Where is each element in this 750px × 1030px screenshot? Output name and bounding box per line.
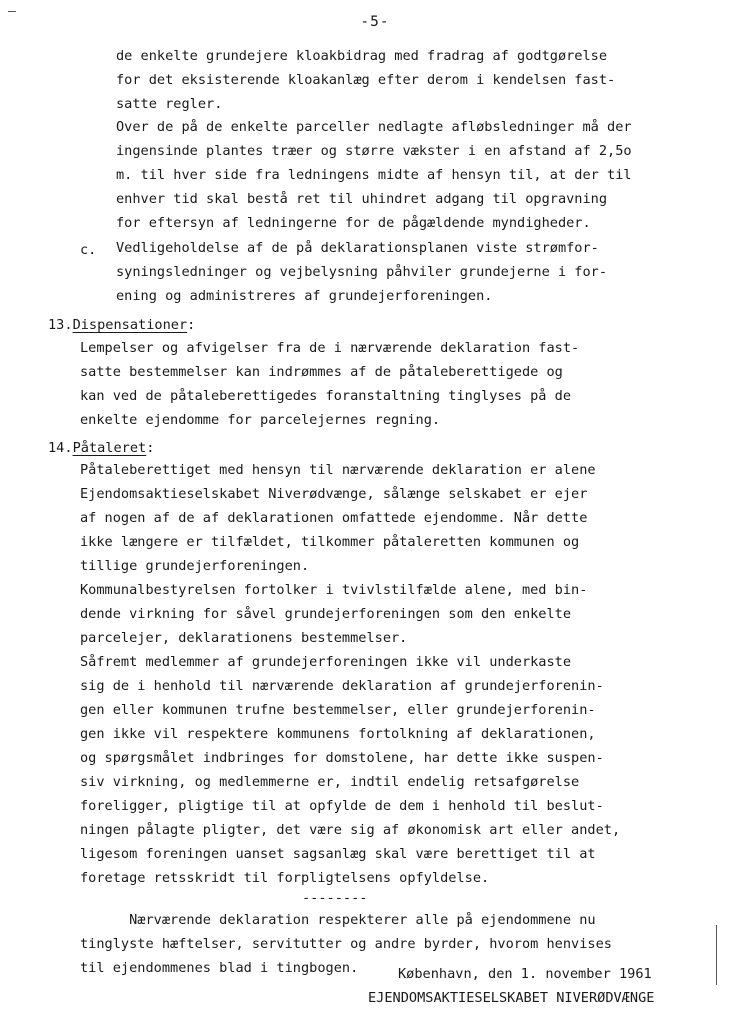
heading-colon: :: [146, 440, 155, 456]
text-line: Over de på de enkelte parceller nedlagte afløbsledninger må der: [116, 119, 632, 135]
section-number: 13.: [48, 317, 73, 333]
text-line: siv virkning, og medlemmerne er, indtil endelig retsafgørelse: [80, 774, 580, 790]
section-title: Påtaleret: [72, 440, 147, 456]
text-line: Ejendomsaktieselskabet Niverødvænge, sålænge selskabet er ejer: [80, 486, 588, 502]
text-line: tinglyste hæftelser, servitutter og andre byrder, hvorom henvises: [80, 936, 612, 952]
text-line: ligesom foreningen uanset sagsanlæg skal være berettiget til at: [80, 846, 596, 862]
text-line: af nogen af de af deklarationen omfattede ejendomme. Når dette: [80, 510, 588, 526]
text-line: parcelejer, deklarationens bestemmelser.: [80, 630, 408, 646]
heading-colon: :: [187, 317, 196, 333]
text-line: sig de i henhold til nærværende deklaration af grundejerforenin-: [80, 678, 604, 694]
text-line: dende virkning for såvel grundejerforeningen som den enkelte: [80, 606, 572, 622]
section-14-heading: [48, 440, 154, 456]
text-line: og spørgsmålet indbringes for domstolene, har dette ikke suspen-: [80, 750, 604, 766]
section-separator: --------: [302, 890, 368, 906]
text-line: for eftersyn af ledningerne for de pågældende myndigheder.: [116, 215, 591, 231]
text-line: enhver tid skal bestå ret til uhindret adgang til opgravning: [116, 191, 608, 207]
text-line: satte bestemmelser kan indrømmes af de påtaleberettigede og: [80, 364, 563, 380]
text-line: tillige grundejerforeningen.: [80, 558, 310, 574]
text-line: enkelte ejendomme for parcelejernes regning.: [80, 412, 441, 428]
text-line: Vedligeholdelse af de på deklarationsplanen viste strømfor-: [116, 240, 599, 256]
corner-mark: —: [8, 4, 16, 19]
section-c-marker: c.: [80, 242, 97, 258]
section-number: 14.: [48, 440, 73, 456]
text-line: foreligger, pligtige til at opfylde de dem i henhold til beslut-: [80, 798, 604, 814]
text-line: Påtaleberettiget med hensyn til nærværende deklaration er alene: [80, 462, 596, 478]
text-line: Kommunalbestyrelsen fortolker i tvivlstilfælde alene, med bin-: [80, 582, 588, 598]
text-line: ening og administreres af grundejerforeningen.: [116, 288, 493, 304]
page-number: -5-: [360, 14, 390, 30]
text-line: syningsledninger og vejbelysning påhviler grundejerne i for-: [116, 264, 608, 280]
section-title: Dispensationer: [72, 317, 188, 333]
margin-line: [716, 925, 717, 985]
text-line: ingensinde plantes træer og større vækster i en afstand af 2,5o: [116, 143, 632, 159]
text-line: de enkelte grundejere kloakbidrag med fradrag af godtgørelse: [116, 48, 608, 64]
signature-city-date: København, den 1. november 1961: [398, 966, 652, 982]
text-line: foretage retsskridt til forpligtelsens opfyldelse.: [80, 870, 490, 886]
text-line: gen eller kommunen trufne bestemmelser, eller grundejerforenin-: [80, 702, 596, 718]
text-line: ningen pålagte pligter, det være sig af økonomisk art eller andet,: [80, 822, 621, 838]
text-line: satte regler.: [116, 96, 223, 112]
section-13-heading: [48, 317, 195, 333]
text-line: Lempelser og afvigelser fra de i nærværende deklaration fast-: [80, 340, 580, 356]
signature-company: EJENDOMSAKTIESELSKABET NIVERØDVÆNGE: [368, 990, 655, 1006]
text-line: Såfremt medlemmer af grundejerforeningen ikke vil underkaste: [80, 654, 572, 670]
text-line: m. til hver side fra ledningens midte af hensyn til, at der til: [116, 167, 632, 183]
text-line: kan ved de påtaleberettigedes foranstaltning tinglyses på de: [80, 388, 572, 404]
text-line: gen ikke vil respektere kommunens fortolkning af deklarationen,: [80, 726, 596, 742]
text-line: Nærværende deklaration respekterer alle på ejendommene nu: [80, 912, 596, 928]
text-line: ikke længere er tilfældet, tilkommer påtaleretten kommunen og: [80, 534, 580, 550]
text-line: til ejendommenes blad i tingbogen.: [80, 960, 359, 976]
text-line: for det eksisterende kloakanlæg efter derom i kendelsen fast-: [116, 72, 616, 88]
